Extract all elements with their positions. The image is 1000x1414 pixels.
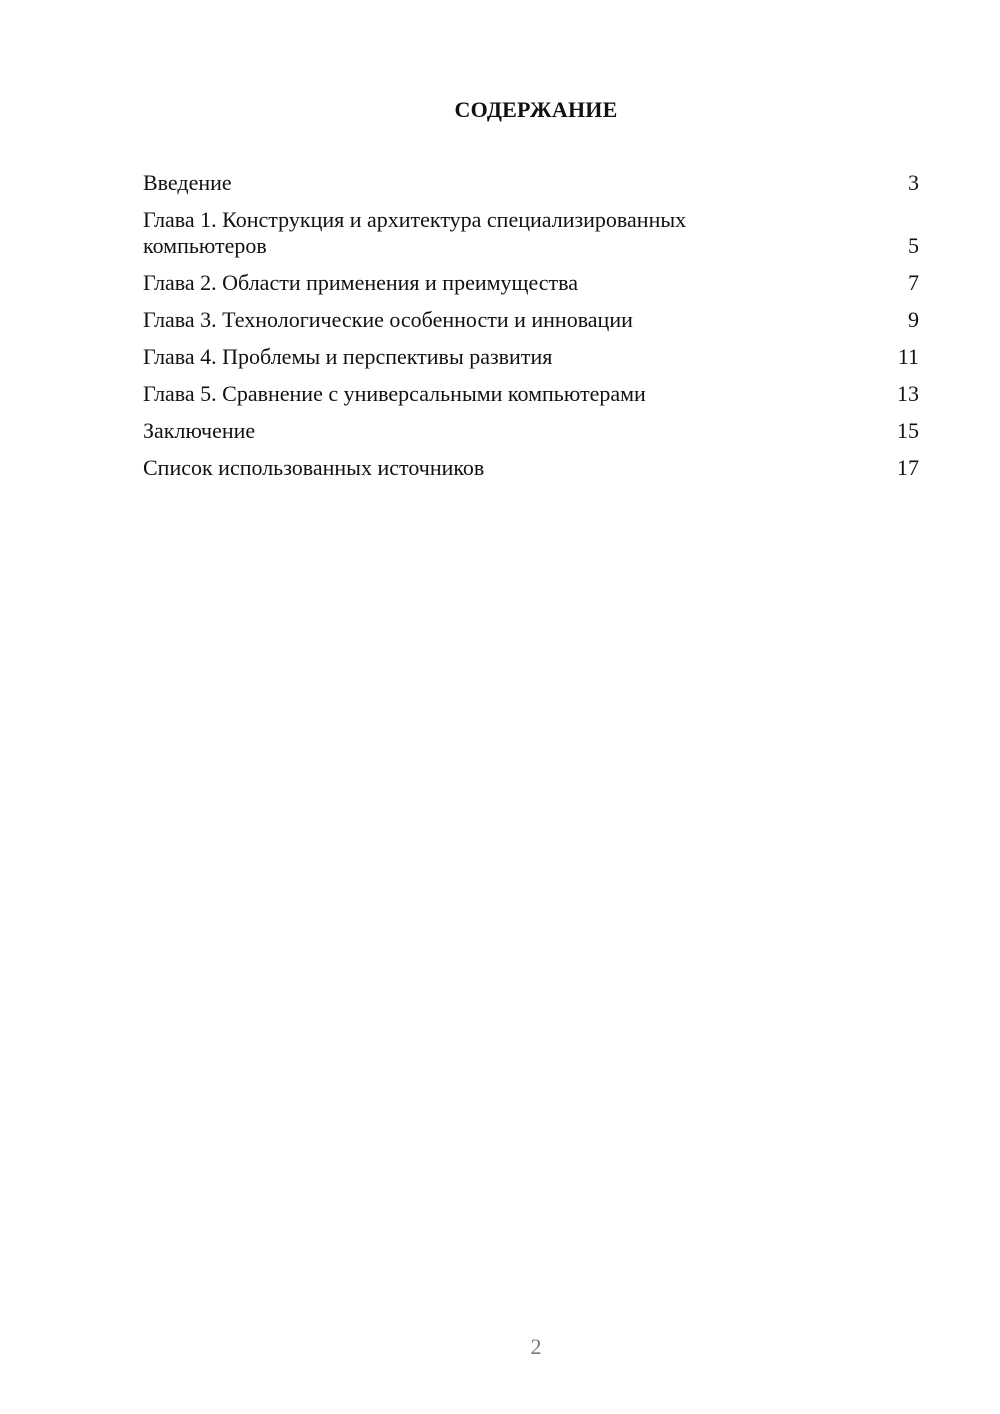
toc-entry-page: 5	[908, 233, 919, 258]
toc-entry-label: Глава 1. Конструкция и архитектура специализированных компьютеров	[143, 207, 687, 258]
toc-entry-conclusion[interactable]	[143, 418, 919, 444]
toc-entry-page: 7	[908, 270, 919, 295]
toc-entry-chapter-1[interactable]	[143, 207, 919, 259]
table-of-contents	[143, 170, 919, 492]
toc-entry-label: Глава 5. Сравнение с универсальными компьютерами	[143, 381, 646, 406]
toc-entry-page: 11	[897, 344, 919, 369]
toc-entry-label: Глава 3. Технологические особенности и инновации	[143, 307, 633, 332]
toc-entry-label: Глава 2. Области применения и преимущества	[143, 270, 579, 295]
toc-entry-page: 17	[897, 455, 919, 480]
page-title: СОДЕРЖАНИЕ	[454, 97, 618, 122]
toc-entry-page: 3	[908, 170, 919, 195]
toc-entry-introduction[interactable]	[143, 170, 919, 196]
toc-entry-page: 13	[897, 381, 919, 406]
page-number: 2	[530, 1334, 542, 1359]
toc-entry-references[interactable]	[143, 455, 919, 481]
toc-entry-chapter-3[interactable]	[143, 307, 919, 333]
toc-entry-page: 9	[908, 307, 919, 332]
toc-entry-page: 15	[897, 418, 919, 443]
toc-entry-chapter-4[interactable]	[143, 344, 919, 370]
toc-entry-chapter-2[interactable]	[143, 270, 919, 296]
toc-entry-chapter-5[interactable]	[143, 381, 919, 407]
toc-entry-label: Введение	[143, 170, 232, 195]
toc-entry-label: Заключение	[143, 418, 256, 443]
toc-entry-label: Список использованных источников	[143, 455, 485, 480]
toc-entry-label: Глава 4. Проблемы и перспективы развития	[143, 344, 553, 369]
